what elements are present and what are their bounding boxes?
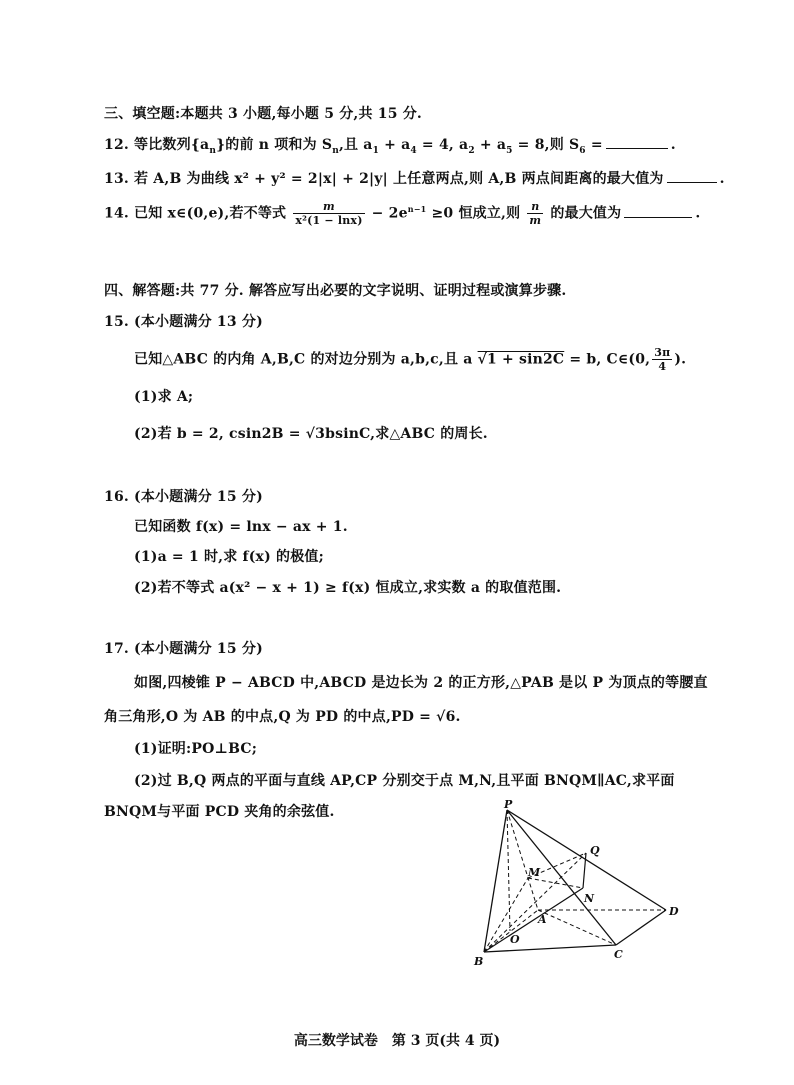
frac-numerator: n bbox=[527, 200, 543, 214]
q13-text: 13. 若 A,B 为曲线 x² + y² = 2|x| + 2|y| 上任意两点,则 A,B 两点间距离的最大值为 bbox=[104, 171, 664, 187]
q17-part2-line2: BNQM与平面 PCD 夹角的余弦值. bbox=[104, 804, 335, 820]
q12-part-g: = 8,则 S bbox=[512, 137, 580, 153]
edge-BN bbox=[484, 888, 583, 952]
q17-part1: (1)证明:PO⊥BC; bbox=[134, 741, 258, 757]
q12-part-c: ,且 a bbox=[338, 137, 373, 153]
q17-stem-line1: 如图,四棱锥 P − ABCD 中,ABCD 是边长为 2 的正方形,△PAB 是以 P 为顶点的等腰直 bbox=[134, 675, 708, 691]
q12-part-a: 12. 等比数列{a bbox=[104, 137, 210, 153]
q12-part-b: }的前 n 项和为 S bbox=[216, 137, 333, 153]
q17-part2-line1: (2)过 B,Q 两点的平面与直线 AP,CP 分别交于点 M,N,且平面 BNQM∥AC,求平面 bbox=[134, 773, 675, 789]
q12-part-e: = 4, a bbox=[416, 137, 469, 153]
q15-stem-c: ). bbox=[674, 351, 687, 368]
edge-AC bbox=[538, 910, 616, 945]
question-14 bbox=[104, 200, 700, 227]
section3-heading: 三、填空题:本题共 3 小题,每小题 5 分,共 15 分. bbox=[104, 106, 422, 122]
q12-end: . bbox=[670, 137, 676, 153]
q15-part1: (1)求 A; bbox=[134, 389, 194, 405]
q15-sqrt: √1 + sin2C bbox=[477, 351, 565, 368]
q12-part-h: = bbox=[585, 137, 603, 153]
label-Q: Q bbox=[590, 844, 600, 857]
q15-stem-b: = b, C∈(0, bbox=[569, 351, 651, 368]
q14-part-a: 14. 已知 x∈(0,e),若不等式 bbox=[104, 205, 287, 222]
label-B: B bbox=[474, 955, 484, 968]
q16-part1: (1)a = 1 时,求 f(x) 的极值; bbox=[134, 549, 324, 565]
pyramid-figure bbox=[470, 800, 685, 970]
edge-PC bbox=[507, 810, 616, 945]
q15-fraction bbox=[652, 346, 672, 373]
frac-denominator: x²(1 − lnx) bbox=[295, 214, 363, 227]
frac-numerator: m bbox=[293, 200, 364, 214]
q13-end: . bbox=[719, 171, 725, 187]
q15-title: 15. (本小题满分 13 分) bbox=[104, 314, 263, 330]
q12-part-d: + a bbox=[379, 137, 411, 153]
answer-blank[interactable] bbox=[606, 147, 668, 149]
section4-heading: 四、解答题:共 77 分. 解答应写出必要的文字说明、证明过程或演算步骤. bbox=[104, 283, 567, 299]
edge-BC bbox=[484, 945, 616, 952]
q17-title: 17. (本小题满分 15 分) bbox=[104, 641, 263, 657]
label-M: M bbox=[528, 866, 541, 879]
label-N: N bbox=[584, 892, 595, 905]
q14-part-d: 的最大值为 bbox=[550, 205, 622, 222]
question-12: 12. 等比数列$\{a_n\}$的前 n 项和为 $S_n$,且 $a_1 + a_4 = 4$, $a_2 + a_5 = 8$,则 $S_6$ = . bbox=[104, 137, 676, 156]
answer-blank[interactable] bbox=[624, 216, 692, 218]
q16-title: 16. (本小题满分 15 分) bbox=[104, 489, 263, 505]
q17-stem-line2: 角三角形,O 为 AB 的中点,Q 为 PD 的中点,PD = √6. bbox=[104, 709, 461, 725]
frac-denominator: m bbox=[529, 214, 542, 227]
edge-CD bbox=[616, 910, 666, 945]
answer-blank[interactable] bbox=[667, 181, 717, 183]
q14-part-c: ≥0 恒成立,则 bbox=[426, 205, 521, 222]
label-P: P bbox=[504, 800, 513, 811]
label-C: C bbox=[614, 948, 623, 961]
q15-stem bbox=[134, 346, 686, 373]
label-O: O bbox=[510, 933, 520, 946]
edge-PA bbox=[507, 810, 538, 910]
page-footer: 高三数学试卷 第 3 页(共 4 页) bbox=[293, 1033, 501, 1049]
q16-stem: 已知函数 f(x) = lnx − ax + 1. bbox=[134, 519, 348, 535]
label-A: A bbox=[538, 913, 547, 926]
question-13 bbox=[104, 168, 725, 188]
q14-fraction-2 bbox=[527, 200, 543, 227]
q15-part2: (2)若 b = 2, csin2B = √3bsinC,求△ABC 的周长. bbox=[134, 426, 488, 442]
q14-exponent: n−1 bbox=[407, 203, 427, 214]
frac-numerator: 3π bbox=[654, 346, 671, 359]
q12-part-f: + a bbox=[474, 137, 507, 153]
edge-PB bbox=[484, 810, 507, 952]
q14-fraction bbox=[293, 200, 364, 227]
frac-denominator: 4 bbox=[658, 360, 667, 373]
label-D: D bbox=[669, 905, 679, 918]
q14-end: . bbox=[695, 205, 701, 222]
q15-stem-a: 已知△ABC 的内角 A,B,C 的对边分别为 a,b,c,且 a bbox=[134, 351, 473, 368]
q16-part2: (2)若不等式 a(x² − x + 1) ≥ f(x) 恒成立,求实数 a 的取值范围. bbox=[134, 580, 562, 596]
q14-part-b: − 2e bbox=[371, 205, 408, 222]
